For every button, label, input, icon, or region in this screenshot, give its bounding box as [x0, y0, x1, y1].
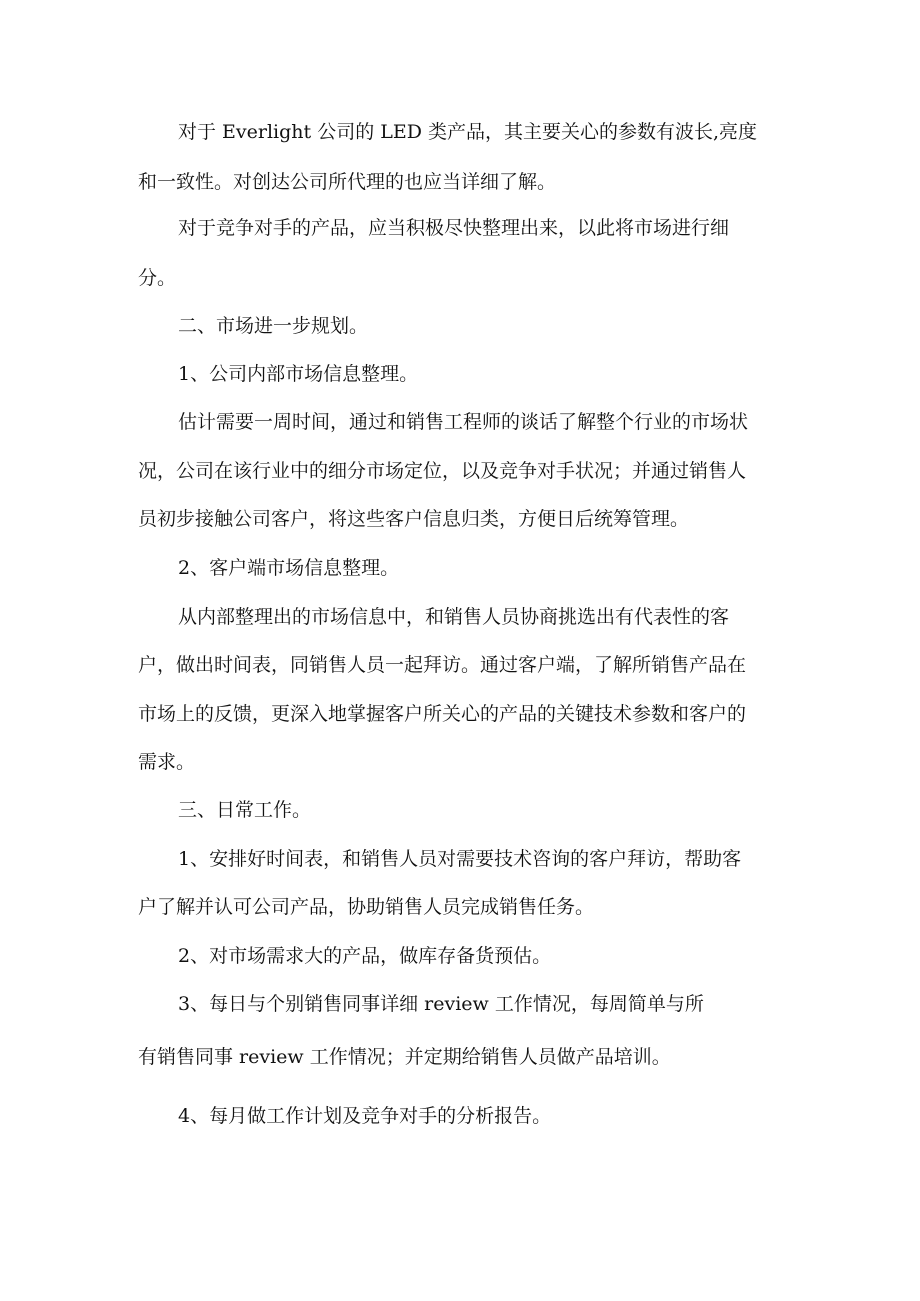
- paragraph-line: 和一致性。对创达公司所代理的也应当详细了解。: [138, 171, 557, 193]
- paragraph-line: 有销售同事 review 工作情况；并定期给销售人员做产品培训。: [138, 1046, 671, 1068]
- paragraph-line: 1、安排好时间表，和销售人员对需要技术咨询的客户拜访，帮助客: [178, 848, 742, 870]
- paragraph-line: 需求。: [138, 751, 196, 773]
- paragraph-line: 况，公司在该行业中的细分市场定位，以及竞争对手状况；并通过销售人: [138, 460, 747, 482]
- section-heading: 二、市场进一步规划。: [178, 315, 369, 337]
- section-heading: 三、日常工作。: [178, 799, 312, 821]
- paragraph-line: 对于 Everlight 公司的 LED 类产品，其主要关心的参数有波长,亮度: [178, 121, 758, 143]
- paragraph-line: 2、对市场需求大的产品，做库存备货预估。: [178, 945, 552, 967]
- subsection-heading: 2、客户端市场信息整理。: [178, 557, 400, 579]
- paragraph-line: 员初步接触公司客户，将这些客户信息归类，方便日后统筹管理。: [138, 508, 690, 530]
- paragraph-line: 分。: [138, 267, 177, 289]
- paragraph-line: 3、每日与个别销售同事详细 review 工作情况，每周简单与所: [178, 993, 704, 1015]
- paragraph-line: 对于竞争对手的产品，应当积极尽快整理出来，以此将市场进行细: [178, 217, 730, 239]
- paragraph-line: 4、每月做工作计划及竞争对手的分析报告。: [178, 1105, 552, 1127]
- paragraph-line: 从内部整理出的市场信息中，和销售人员协商挑选出有代表性的客: [178, 606, 730, 628]
- paragraph-line: 市场上的反馈，更深入地掌握客户所关心的产品的关键技术参数和客户的: [138, 703, 747, 725]
- paragraph-line: 户了解并认可公司产品，协助销售人员完成销售任务。: [138, 896, 595, 918]
- paragraph-line: 户，做出时间表，同销售人员一起拜访。通过客户端，了解所销售产品在: [138, 654, 747, 676]
- subsection-heading: 1、公司内部市场信息整理。: [178, 363, 419, 385]
- paragraph-line: 估计需要一周时间，通过和销售工程师的谈话了解整个行业的市场状: [178, 411, 749, 433]
